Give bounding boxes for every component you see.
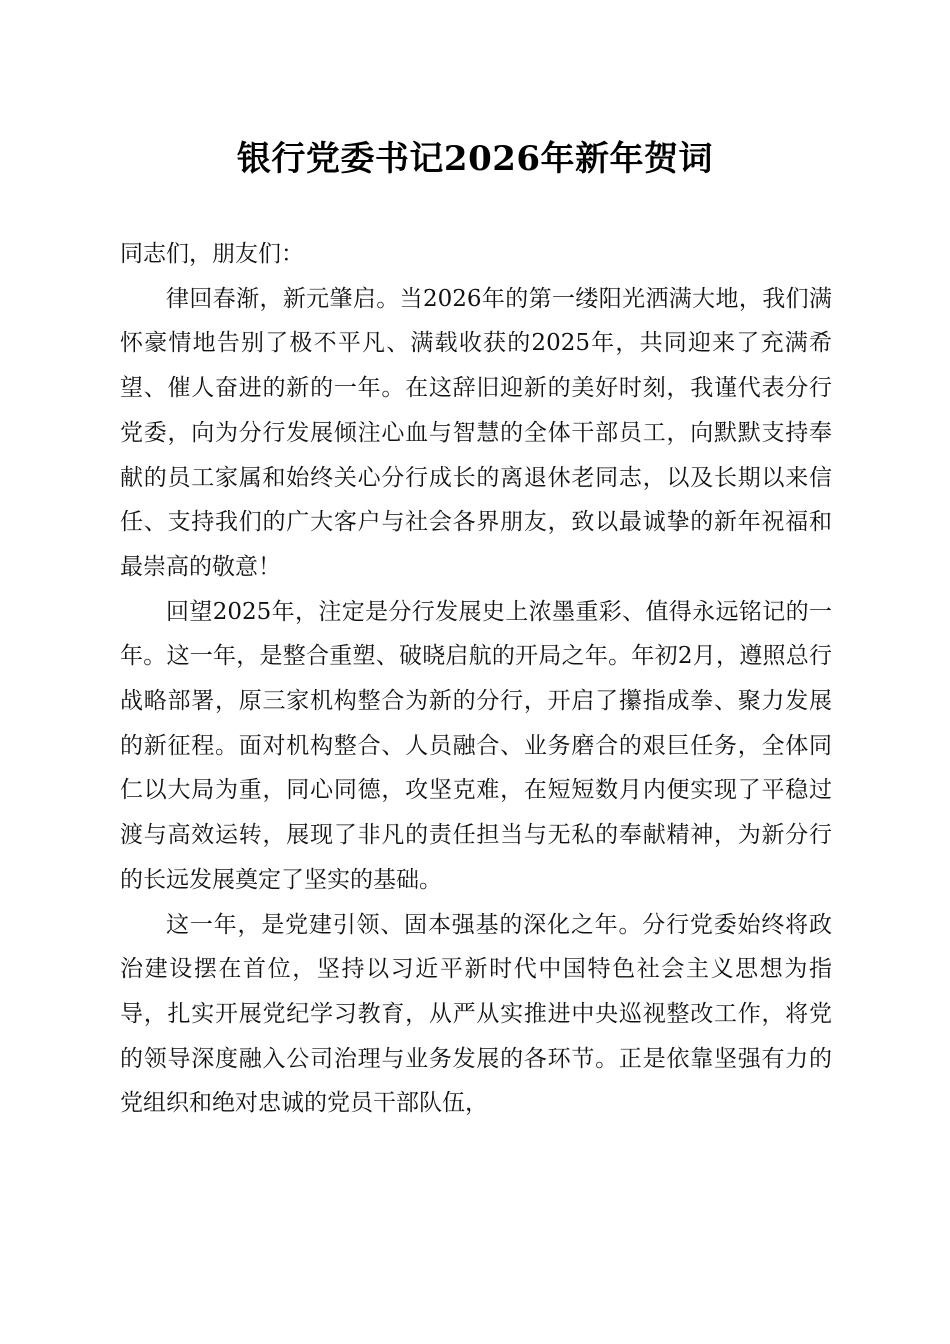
salutation: 同志们，朋友们： [120, 241, 304, 267]
document-body [120, 232, 832, 1126]
paragraph: 这一年，是党建引领、固本强基的深化之年。分行党委始终将政治建设摆在首位，坚持以习近平新时代中国特色社会主义思想为指导，扎实开展党纪学习教育，从严从实推进中央巡视整改工作，将党的领导深度融入公司治理与业务发展的各环节。正是依靠坚强有力的党组织和绝对忠诚的党员干部队伍， [120, 911, 832, 1117]
document-title: 银行党委书记2026年新年贺词 [236, 139, 714, 179]
paragraph: 回望2025年，注定是分行发展史上浓墨重彩、值得永远铭记的一年。这一年，是整合重塑、破晓启航的开局之年。年初2月，遵照总行战略部署，原三家机构整合为新的分行，开启了攥指成拳、聚力发展的新征程。面对机构整合、人员融合、业务磨合的艰巨任务，全体同仁以大局为重，同心同德，攻坚克难，在短短数月内便实现了平稳过渡与高效运转，展现了非凡的责任担当与无私的奉献精神，为新分行的长远发展奠定了坚实的基础。 [120, 598, 832, 893]
paragraph: 律回春渐，新元肇启。当2026年的第一缕阳光洒满大地，我们满怀豪情地告别了极不平凡、满载收获的2025年，共同迎来了充满希望、催人奋进的新的一年。在这辞旧迎新的美好时刻，我谨代表分行党委，向为分行发展倾注心血与智慧的全体干部员工，向默默支持奉献的员工家属和始终关心分行成长的离退休老同志，以及长期以来信任、支持我们的广大客户与社会各界朋友，致以最诚挚的新年祝福和最崇高的敬意！ [120, 285, 832, 580]
